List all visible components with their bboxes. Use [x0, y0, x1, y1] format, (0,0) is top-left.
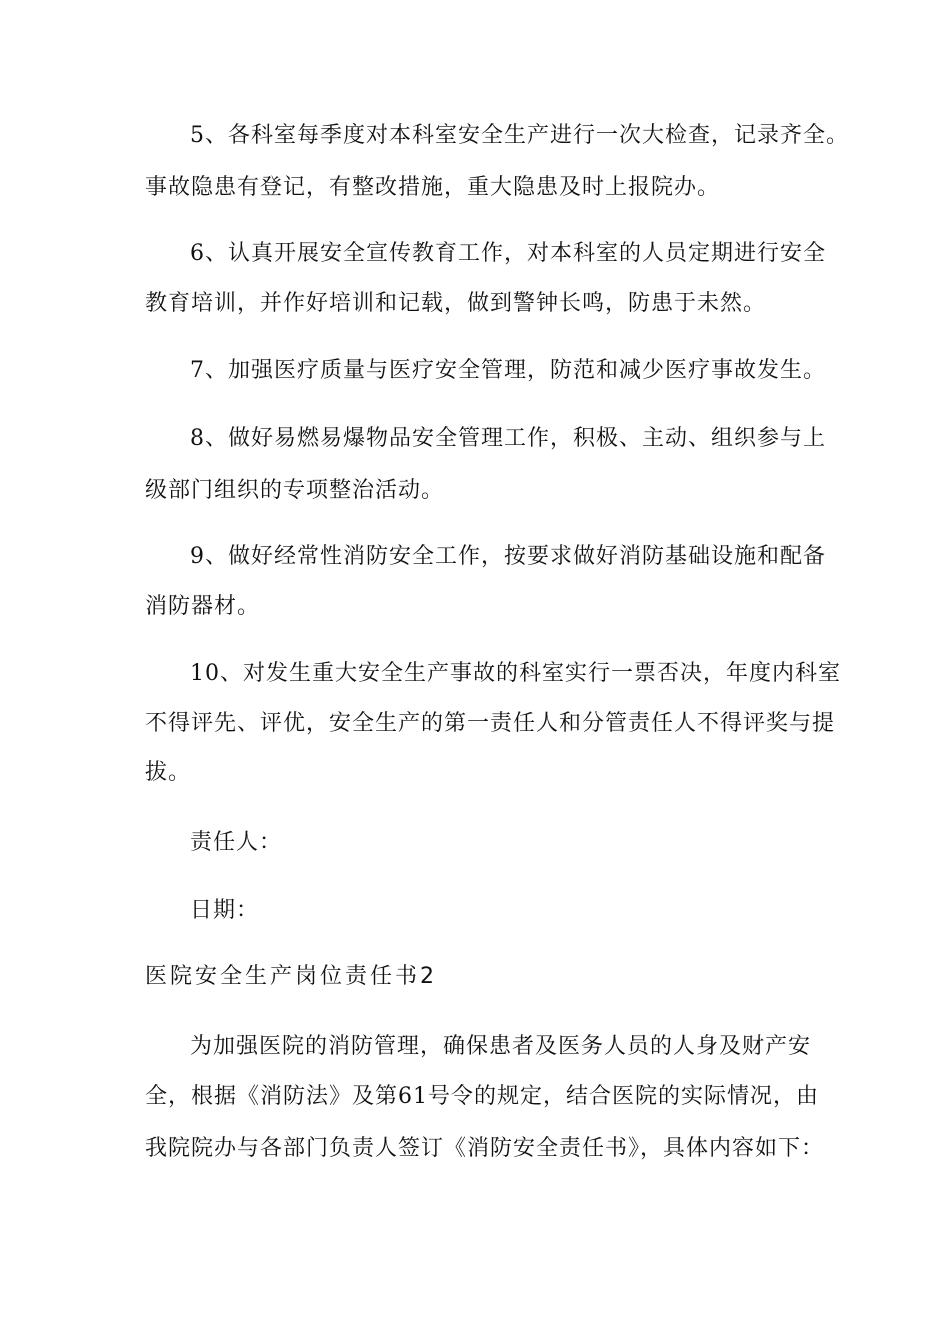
item-10-line-3: 拔。: [145, 760, 192, 785]
item-5-line-1: 5、各科室每季度对本科室安全生产进行一次大检查，记录齐全。: [190, 123, 849, 148]
item-9-line-1: 9、做好经常性消防安全工作，按要求做好消防基础设施和配备: [190, 544, 826, 569]
item-7-line-1: 7、加强医疗质量与医疗安全管理，防范和减少医疗事故发生。: [190, 358, 826, 383]
intro-line-1: 为加强医院的消防管理，确保患者及医务人员的人身及财产安: [190, 1034, 812, 1059]
date-label: 日期：: [190, 898, 260, 923]
section-title: 医院安全生产岗位责任书2: [145, 964, 437, 989]
item-6-line-1: 6、认真开展安全宣传教育工作，对本科室的人员定期进行安全: [190, 241, 826, 266]
intro-line-2: 全，根据《消防法》及第61号令的规定，结合医院的实际情况，由: [145, 1084, 819, 1109]
item-9-line-2: 消防器材。: [145, 594, 261, 619]
item-8-line-1: 8、做好易燃易爆物品安全管理工作，积极、主动、组织参与上: [190, 426, 826, 451]
item-10-line-2: 不得评先、评优，安全生产的第一责任人和分管责任人不得评奖与提: [145, 711, 836, 736]
responsible-person-label: 责任人：: [190, 830, 283, 855]
item-10-line-1: 10、对发生重大安全生产事故的科室实行一票否决，年度内科室: [190, 661, 841, 686]
item-6-line-2: 教育培训，并作好培训和记载，做到警钟长鸣，防患于未然。: [145, 291, 767, 316]
intro-line-3: 我院院办与各部门负责人签订《消防安全责任书》，具体内容如下：: [145, 1136, 825, 1161]
item-5-line-2: 事故隐患有登记，有整改措施，重大隐患及时上报院办。: [145, 175, 721, 200]
item-8-line-2: 级部门组织的专项整治活动。: [145, 478, 445, 503]
